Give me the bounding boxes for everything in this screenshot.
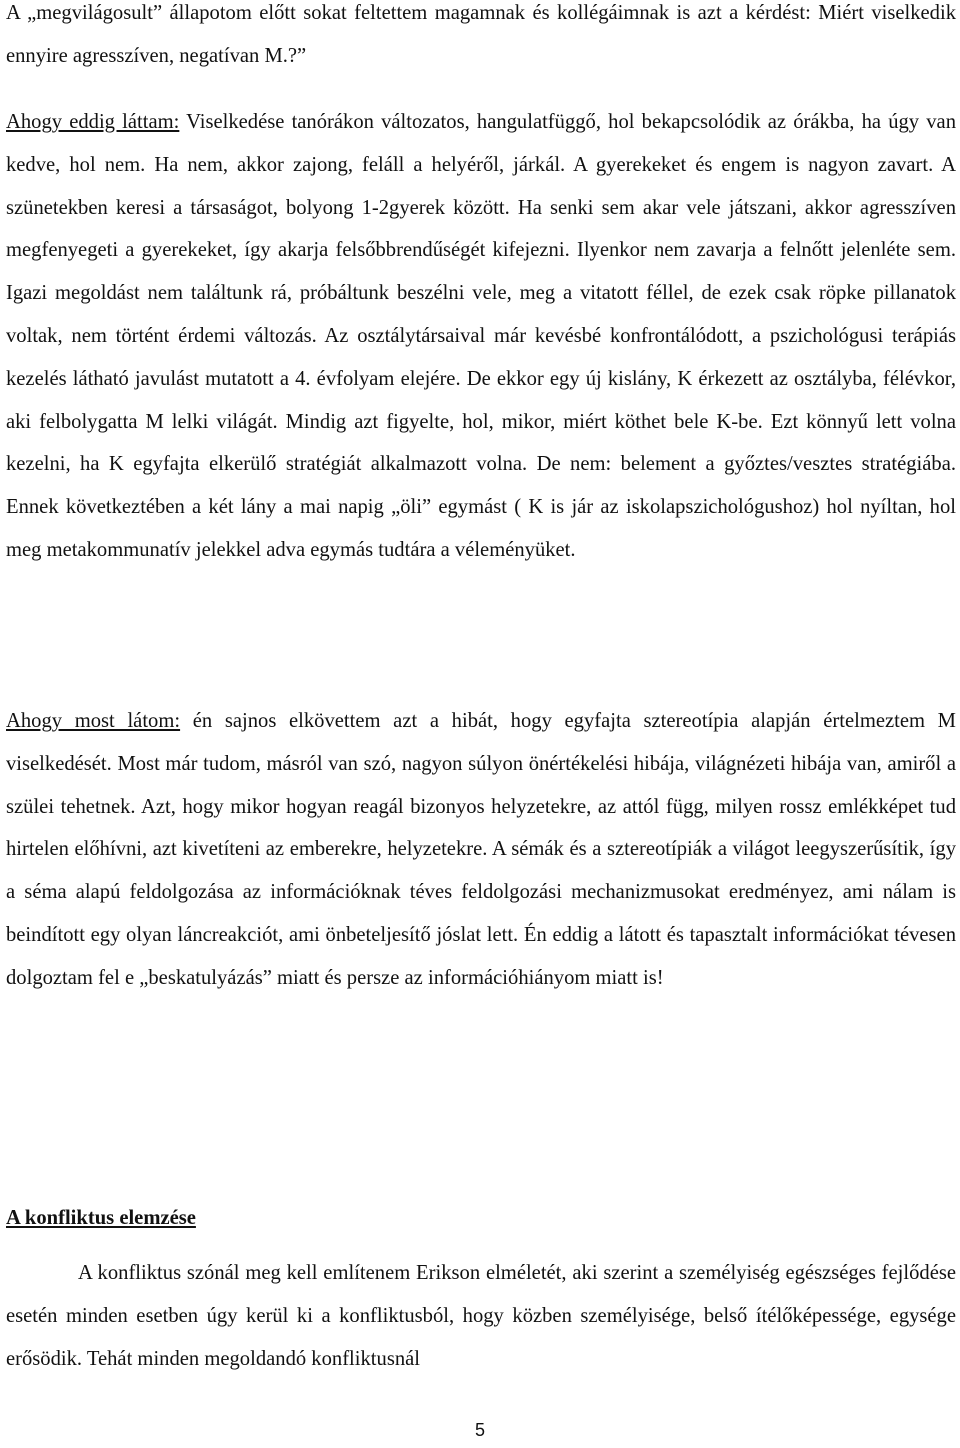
intro-paragraph: A „megvilágosult” állapotom előtt sokat feltettem magamnak és kollégáimnak is azt a kérdést: Miért viselkedik ennyire agresszíven, negatívan M.?” bbox=[6, 2, 956, 67]
past-view-text: Viselkedése tanórákon változatos, hangulatfüggő, hol bekapcsolódik az órákba, ha úgy van kedve, hol nem. Ha nem, akkor zajong, feláll a helyéről, járkál. A gyerekeket és engem is nagyon zavart. A szünetekben keresi a társaságot, bolyong 1-2gyerek között. Ha senki sem akar vele játszani, akkor agresszíven megfenyegeti a gyerekeket, így akarja felsőbbrendűségét kifejezni. Ilyenkor nem zavarja a felnőtt jelenléte sem. Igazi megoldást nem találtunk rá, próbáltunk beszélni vele, meg a vitatott féllel, de ezek csak röpke pillanatok voltak, nem történt érdemi változás. Az osztálytársaival már kevésbé konfrontálódott, a pszichológusi terápiás kezelés látható javulást mutatott a 4. évfolyam elejére. De ekkor egy új kislány, K érkezett az osztályba, félévkor, aki felbolygatta M lelki világát. Mindig azt figyelte, hol, mikor, miért köthet bele K-be. Ezt könnyű lett volna kezelni, ha K egyfajta elkerülő stratégiát alkalmazott volna. De nem: belement a győztes/vesztes stratégiába. Ennek következtében a két lány a mai napig „öli” egymást ( K is jár az iskolapszichológushoz) hol nyíltan, hol meg metakommunatív jelekkel adva egymás tudtára a véleményüket. bbox=[6, 111, 956, 561]
present-view-text: én sajnos elkövettem azt a hibát, hogy egyfajta sztereotípia alapján értelmeztem M viselkedését. Most már tudom, másról van szó, nagyon súlyon önértékelési hibája, világnézeti hibája van, amiről a szülei tehetnek. Azt, hogy mikor hogyan reagál bizonyos helyzetekre, az attól függ, milyen rossz emlékképet tud hirtelen előhívni, azt kivetíteni az emberekre, helyzetekre. A sémák és a sztereotípiák a világot leegyszerűsítik, így a séma alapú feldolgozása az információknak téves feldolgozási mechanizmusokat eredményez, ami nálam is beindított egy olyan láncreakciót, ami önbeteljesítő jóslat lett. Én eddig a látott és tapasztalt információkat tévesen dolgoztam fel e „beskatulyázás” miatt és persze az információhiányom miatt is! bbox=[6, 710, 956, 989]
past-view-paragraph bbox=[6, 101, 956, 572]
section-heading: A konfliktus elemzése bbox=[6, 1207, 196, 1229]
page-number: 5 bbox=[474, 1420, 485, 1440]
present-view-label: Ahogy most látom: bbox=[6, 710, 181, 732]
section-paragraph: A konfliktus szónál meg kell említenem Erikson elméletét, aki szerint a személyiség egészséges fejlődése esetén minden esetben úgy kerül ki a konfliktusból, hogy közben személyisége, belső ítélőképessége, egysége erősödik. Tehát minden megoldandó konfliktusnál bbox=[6, 1262, 956, 1370]
past-view-label: Ahogy eddig láttam: bbox=[6, 111, 180, 133]
present-view-paragraph bbox=[6, 700, 956, 1000]
